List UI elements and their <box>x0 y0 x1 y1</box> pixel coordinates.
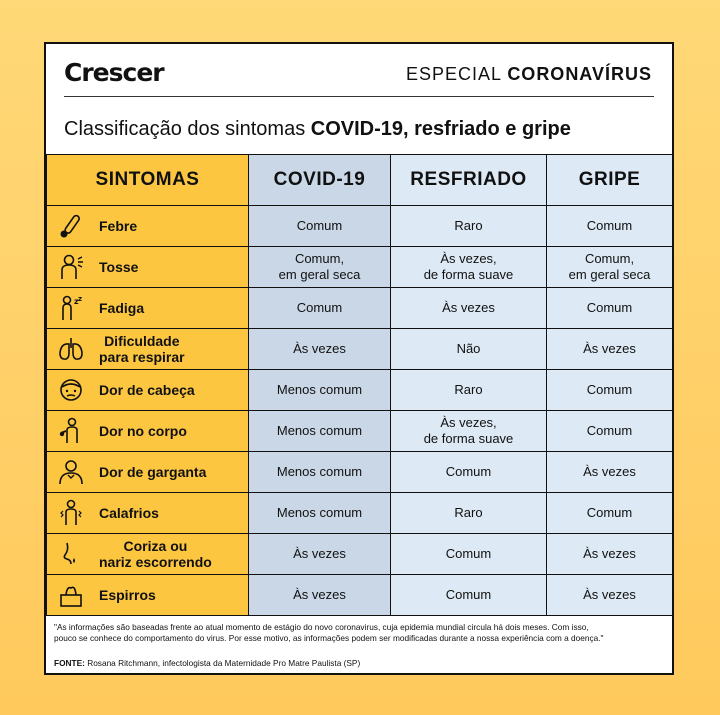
table-header-row <box>47 155 673 206</box>
covid-line: Menos comum <box>276 382 363 397</box>
gripe-cell <box>547 452 673 493</box>
symptom-cell <box>47 206 249 247</box>
runny-nose-icon <box>57 540 85 568</box>
covid-cell <box>249 493 391 534</box>
table-row <box>47 206 673 247</box>
symptom-wrap <box>47 294 248 322</box>
symptom-wrap <box>47 499 248 527</box>
header-resfriado: RESFRIADO <box>391 155 547 206</box>
resfriado-cell <box>391 329 547 370</box>
resf-line: Raro <box>454 382 483 397</box>
symptom-label <box>99 382 195 398</box>
symptom-cell <box>47 452 249 493</box>
symptoms-card <box>44 42 674 675</box>
sym-line: Dificuldade <box>104 333 180 349</box>
gripe-line: Às vezes <box>583 341 636 356</box>
symptom-cell <box>47 534 249 575</box>
covid-cell <box>249 534 391 575</box>
symptom-wrap <box>47 581 248 609</box>
title-bold: COVID-19, resfriado e gripe <box>310 118 571 140</box>
resfriado-cell <box>391 452 547 493</box>
especial-label <box>406 64 652 85</box>
symptom-label <box>99 300 144 316</box>
resf-line: Às vezes, <box>440 251 497 266</box>
symptom-cell <box>47 247 249 288</box>
resf-line: Raro <box>454 218 483 233</box>
symptoms-table <box>46 154 673 616</box>
gripe-line: Às vezes <box>583 587 636 602</box>
symptom-label <box>99 218 137 234</box>
source-text: Rosana Ritchmann, infectologista da Maternidade Pro Matre Paulista (SP) <box>84 658 361 668</box>
especial-prefix: ESPECIAL <box>405 64 508 84</box>
source-credit <box>54 658 360 668</box>
gripe-cell <box>547 534 673 575</box>
body-pain-icon <box>57 417 85 445</box>
source-label: FONTE: <box>54 658 85 668</box>
covid-cell <box>249 370 391 411</box>
table-row <box>47 288 673 329</box>
symptom-label <box>99 464 206 480</box>
gripe-cell <box>547 206 673 247</box>
resfriado-cell <box>391 247 547 288</box>
header-sintomas: SINTOMAS <box>47 155 249 206</box>
covid-cell <box>249 206 391 247</box>
table-row <box>47 575 673 616</box>
table-row <box>47 247 673 288</box>
symptom-cell <box>47 493 249 534</box>
symptom-label <box>99 587 156 603</box>
sym-line: Coriza ou <box>123 538 188 554</box>
gripe-line: Comum <box>586 505 633 520</box>
resfriado-cell <box>391 575 547 616</box>
symptom-label <box>99 259 138 275</box>
symptom-wrap <box>47 458 248 486</box>
table-body <box>47 206 673 616</box>
symptom-label <box>99 423 187 439</box>
resf-line: de forma suave <box>423 267 514 282</box>
resf-line: Comum <box>445 464 492 479</box>
symptom-label <box>99 333 185 365</box>
gripe-cell <box>547 288 673 329</box>
symptom-wrap <box>47 253 248 281</box>
sym-line: para respirar <box>99 349 185 365</box>
covid-line: Menos comum <box>276 423 363 438</box>
gripe-cell <box>547 329 673 370</box>
sym-line: Dor de garganta <box>99 464 207 480</box>
resf-line: Não <box>456 341 481 356</box>
symptom-wrap <box>47 333 248 365</box>
covid-line: Às vezes <box>293 341 346 356</box>
resfriado-cell <box>391 206 547 247</box>
title-prefix: Classificação dos sintomas <box>64 118 311 140</box>
sym-line: Fadiga <box>99 300 145 316</box>
chills-icon <box>57 499 85 527</box>
covid-cell <box>249 411 391 452</box>
symptom-cell <box>47 411 249 452</box>
covid-line: Comum, <box>294 251 345 266</box>
gripe-line: Às vezes <box>583 464 636 479</box>
table-row <box>47 370 673 411</box>
symptom-wrap <box>47 417 248 445</box>
resf-line: Comum <box>445 587 492 602</box>
sym-line: Tosse <box>99 259 139 275</box>
resf-line: Comum <box>445 546 492 561</box>
resfriado-cell <box>391 534 547 575</box>
table-row <box>47 493 673 534</box>
brand-logo: Crescer <box>64 58 164 87</box>
covid-line: Comum <box>296 300 343 315</box>
gripe-line: Comum, <box>584 251 635 266</box>
thermometer-icon <box>57 212 85 240</box>
gripe-cell <box>547 370 673 411</box>
sym-line: Calafrios <box>99 505 159 521</box>
headache-icon <box>57 376 85 404</box>
svg-text:z: z <box>78 295 83 303</box>
footer-note <box>54 622 664 644</box>
sym-line: nariz escorrendo <box>99 554 212 570</box>
svg-text:z: z <box>74 297 79 306</box>
resfriado-cell <box>391 370 547 411</box>
covid-cell <box>249 452 391 493</box>
resf-line: de forma suave <box>423 431 514 446</box>
fatigue-icon <box>57 294 85 322</box>
covid-line: Menos comum <box>276 464 363 479</box>
covid-line: Comum <box>296 218 343 233</box>
symptom-cell <box>47 370 249 411</box>
covid-cell <box>249 247 391 288</box>
covid-cell <box>249 288 391 329</box>
header-divider <box>64 96 654 97</box>
resf-line: Às vezes, <box>440 415 497 430</box>
gripe-line: Comum <box>586 218 633 233</box>
tissue-box-icon <box>57 581 85 609</box>
gripe-line: em geral seca <box>568 267 651 282</box>
symptom-cell <box>47 288 249 329</box>
covid-line: em geral seca <box>278 267 361 282</box>
covid-line: Às vezes <box>293 546 346 561</box>
gripe-line: Comum <box>586 382 633 397</box>
footer-note-line-2: pouco se conhece do comportamento do virus. Por esse motivo, as informações podem ser modificadas durante a nossa experiência com a doença." <box>54 633 604 643</box>
table-row <box>47 329 673 370</box>
gripe-line: Comum <box>586 300 633 315</box>
table-row <box>47 411 673 452</box>
especial-bold: CORONAVÍRUS <box>507 64 652 84</box>
header-gripe: GRIPE <box>547 155 673 206</box>
gripe-cell <box>547 411 673 452</box>
symptom-wrap <box>47 538 248 570</box>
symptom-label <box>99 505 159 521</box>
sym-line: Dor no corpo <box>99 423 187 439</box>
table-row <box>47 534 673 575</box>
header-covid: COVID-19 <box>249 155 391 206</box>
covid-cell <box>249 575 391 616</box>
covid-line: Às vezes <box>293 587 346 602</box>
gripe-line: Comum <box>586 423 633 438</box>
table-row <box>47 452 673 493</box>
resfriado-cell <box>391 493 547 534</box>
gripe-cell <box>547 493 673 534</box>
sore-throat-icon <box>57 458 85 486</box>
resf-line: Às vezes <box>442 300 495 315</box>
resfriado-cell <box>391 288 547 329</box>
cough-icon <box>57 253 85 281</box>
gripe-cell <box>547 575 673 616</box>
sym-line: Espirros <box>99 587 156 603</box>
symptom-cell <box>47 575 249 616</box>
gripe-cell <box>547 247 673 288</box>
resf-line: Raro <box>454 505 483 520</box>
covid-line: Menos comum <box>276 505 363 520</box>
sym-line: Dor de cabeça <box>99 382 195 398</box>
covid-cell <box>249 329 391 370</box>
symptom-wrap <box>47 212 248 240</box>
footer-note-line-1: "As informações são baseadas frente ao atual momento de estágio do novo coronavirus, cuja epidemia mundial circula há dois meses. Com isso, <box>54 622 589 632</box>
gripe-line: Às vezes <box>583 546 636 561</box>
symptom-label <box>99 538 212 570</box>
page-title <box>64 118 571 141</box>
lungs-icon <box>57 335 85 363</box>
symptom-wrap <box>47 376 248 404</box>
sym-line: Febre <box>99 218 138 234</box>
resfriado-cell <box>391 411 547 452</box>
symptom-cell <box>47 329 249 370</box>
